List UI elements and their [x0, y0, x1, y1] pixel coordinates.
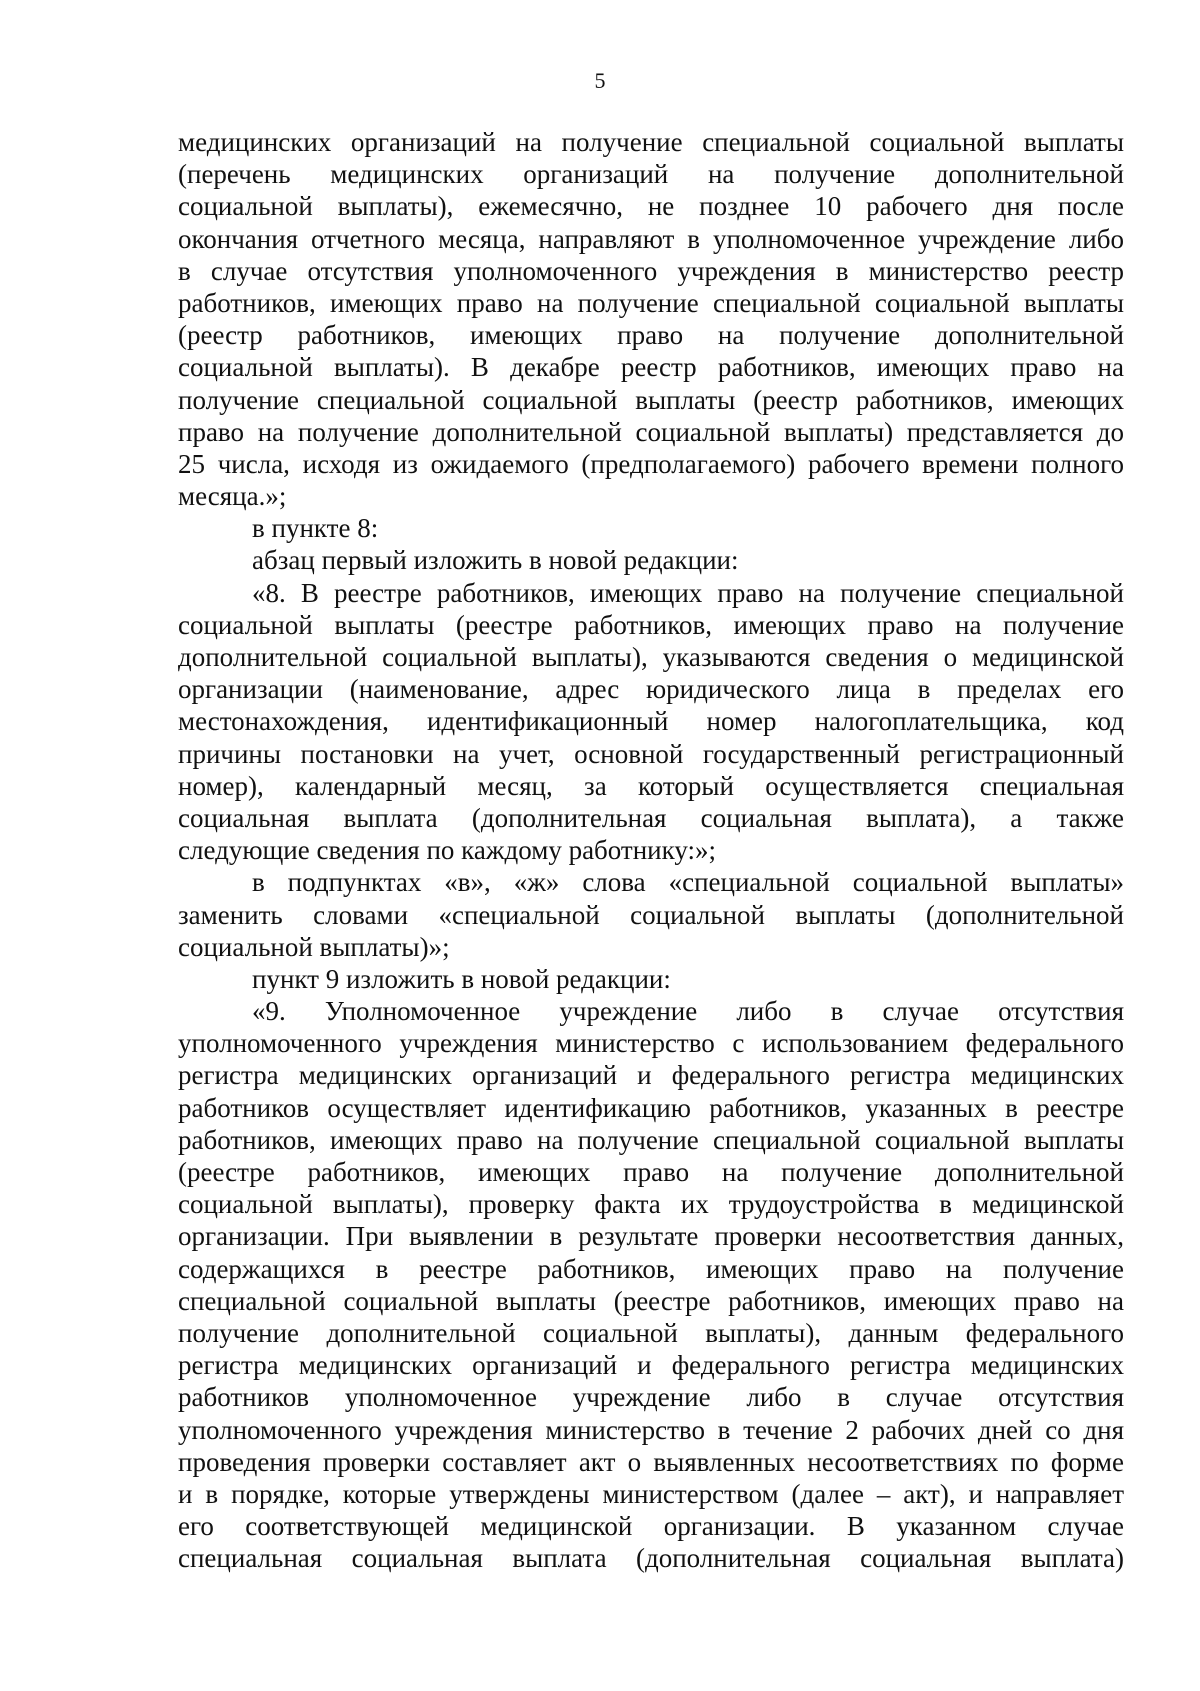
text-line: (реестре работников, имеющих право на получение дополнительной — [178, 1157, 1124, 1187]
text-line: (реестр работников, имеющих право на получение дополнительной — [178, 320, 1124, 351]
text-line: организации. При выявлении в результате проверки несоответствия данных, — [178, 1221, 1124, 1252]
text-line: причины постановки на учет, основной государственный регистрационный — [178, 738, 1124, 769]
text-line: «8. В реестре работников, имеющих право на получение специальной — [252, 577, 1124, 608]
text-line: «9. Уполномоченное учреждение либо в случае отсутствия — [252, 996, 1124, 1027]
text-line: социальной выплаты), проверку факта их трудоустройства в медицинской — [178, 1189, 1124, 1220]
text-line: работников, имеющих право на получение специальной социальной выплаты — [178, 287, 1124, 318]
text-line: медицинских организаций на получение специальной социальной выплаты — [178, 127, 1124, 157]
text-line: местонахождения, идентификационный номер налогоплательщика, код — [178, 706, 1124, 737]
text-line: следующие сведения по каждому работнику:»; — [178, 835, 717, 866]
text-line: работников уполномоченное учреждение либо в случае отсутствия — [178, 1382, 1124, 1413]
text-line: специальной социальной выплаты (реестре работников, имеющих право на — [178, 1285, 1124, 1316]
text-line: уполномоченного учреждения министерство с использованием федерального — [178, 1028, 1124, 1059]
text-line: социальной выплаты (реестре работников, имеющих право на получение — [178, 609, 1124, 640]
text-line: содержащихся в реестре работников, имеющих право на получение — [178, 1253, 1124, 1284]
text-line: 25 числа, исходя из ожидаемого (предполагаемого) рабочего времени полного — [178, 448, 1124, 479]
text-line: социальной выплаты)»; — [178, 931, 450, 962]
text-line: уполномоченного учреждения министерство в течение 2 рабочих дней со дня — [178, 1414, 1124, 1445]
text-line: право на получение дополнительной социальной выплаты) представляется до — [178, 416, 1124, 447]
text-line: (перечень медицинских организаций на получение дополнительной — [178, 159, 1124, 190]
text-line: получение специальной социальной выплаты (реестр работников, имеющих — [178, 384, 1124, 415]
text-line: получение дополнительной социальной выплаты), данным федерального — [178, 1317, 1124, 1348]
text-line: дополнительной социальной выплаты), указываются сведения о медицинской — [178, 642, 1124, 672]
text-line: проведения проверки составляет акт о выявленных несоответствиях по форме — [178, 1446, 1124, 1477]
text-line: регистра медицинских организаций и федерального регистра медицинских — [178, 1350, 1124, 1381]
text-line: и в порядке, которые утверждены министерством (далее – акт), и направляет — [178, 1478, 1124, 1509]
text-line: месяца.»; — [178, 481, 287, 512]
document-body — [178, 126, 1124, 1574]
text-line: социальной выплаты). В декабре реестр работников, имеющих право на — [178, 352, 1124, 383]
text-line: регистра медицинских организаций и федерального регистра медицинских — [178, 1060, 1124, 1091]
text-line: в пункте 8: — [252, 513, 379, 544]
text-line: социальная выплата (дополнительная социальная выплата), а также — [178, 802, 1124, 833]
text-line: специальная социальная выплата (дополнительная социальная выплата) — [178, 1543, 1124, 1574]
text-line: абзац первый изложить в новой редакции: — [252, 545, 739, 576]
text-line: работников осуществляет идентификацию работников, указанных в реестре — [178, 1092, 1124, 1123]
text-line: его соответствующей медицинской организации. В указанном случае — [178, 1511, 1124, 1542]
text-line: номер), календарный месяц, за который осуществляется специальная — [178, 770, 1124, 801]
text-line: работников, имеющих право на получение специальной социальной выплаты — [178, 1124, 1124, 1155]
text-line: социальной выплаты), ежемесячно, не позднее 10 рабочего дня после — [178, 191, 1124, 222]
text-line: в подпунктах «в», «ж» слова «специальной социальной выплаты» — [252, 867, 1124, 898]
text-line: пункт 9 изложить в новой редакции: — [252, 963, 671, 994]
page-number: 5 — [594, 68, 606, 93]
text-line: окончания отчетного месяца, направляют в уполномоченное учреждение либо — [178, 223, 1124, 254]
text-line: организации (наименование, адрес юридического лица в пределах его — [178, 674, 1124, 705]
text-line: в случае отсутствия уполномоченного учреждения в министерство реестр — [178, 255, 1124, 286]
text-line: заменить словами «специальной социальной выплаты (дополнительной — [178, 899, 1124, 930]
